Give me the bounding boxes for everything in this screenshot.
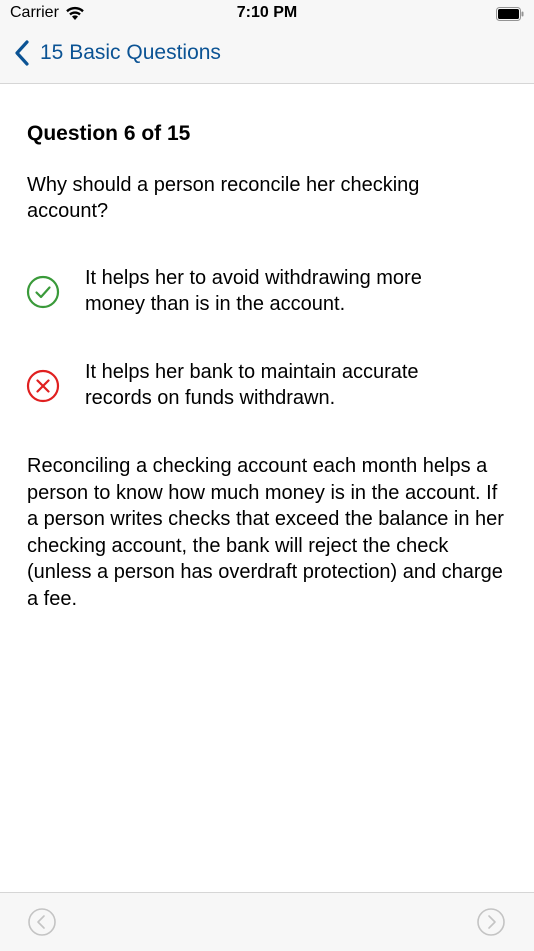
status-time: 7:10 PM <box>236 4 298 21</box>
chevron-right-circle-icon[interactable] <box>476 907 506 937</box>
checkmark-circle-icon <box>26 275 60 309</box>
answer-text: It helps her bank to maintain accurate records on funds withdrawn. <box>85 361 419 409</box>
back-button-label: 15 Basic Questions <box>40 41 221 64</box>
question-title: Question 6 of 15 <box>27 122 191 145</box>
x-circle-icon <box>26 369 60 403</box>
explanation-text: Reconciling a checking account each month helps a person to know how much money is in the account. If a person writes checks that exceed the balance in her checking account, the bank will reject the check (unless a person has overdraft protection) and charge a fee. <box>27 455 504 610</box>
answer-item-correct <box>26 265 516 317</box>
answer-item-incorrect <box>26 359 516 411</box>
answer-text: It helps her to avoid withdrawing more money than is in the account. <box>85 267 422 315</box>
question-text: Why should a person reconcile her checking account? <box>27 174 420 222</box>
battery-icon <box>496 7 524 21</box>
status-bar <box>0 0 534 28</box>
chevron-left-circle-icon[interactable] <box>27 907 57 937</box>
bottom-toolbar <box>0 892 534 951</box>
chevron-left-icon <box>14 39 30 67</box>
carrier-label: Carrier <box>10 4 59 21</box>
back-button[interactable] <box>14 39 221 67</box>
nav-bar <box>0 28 534 84</box>
